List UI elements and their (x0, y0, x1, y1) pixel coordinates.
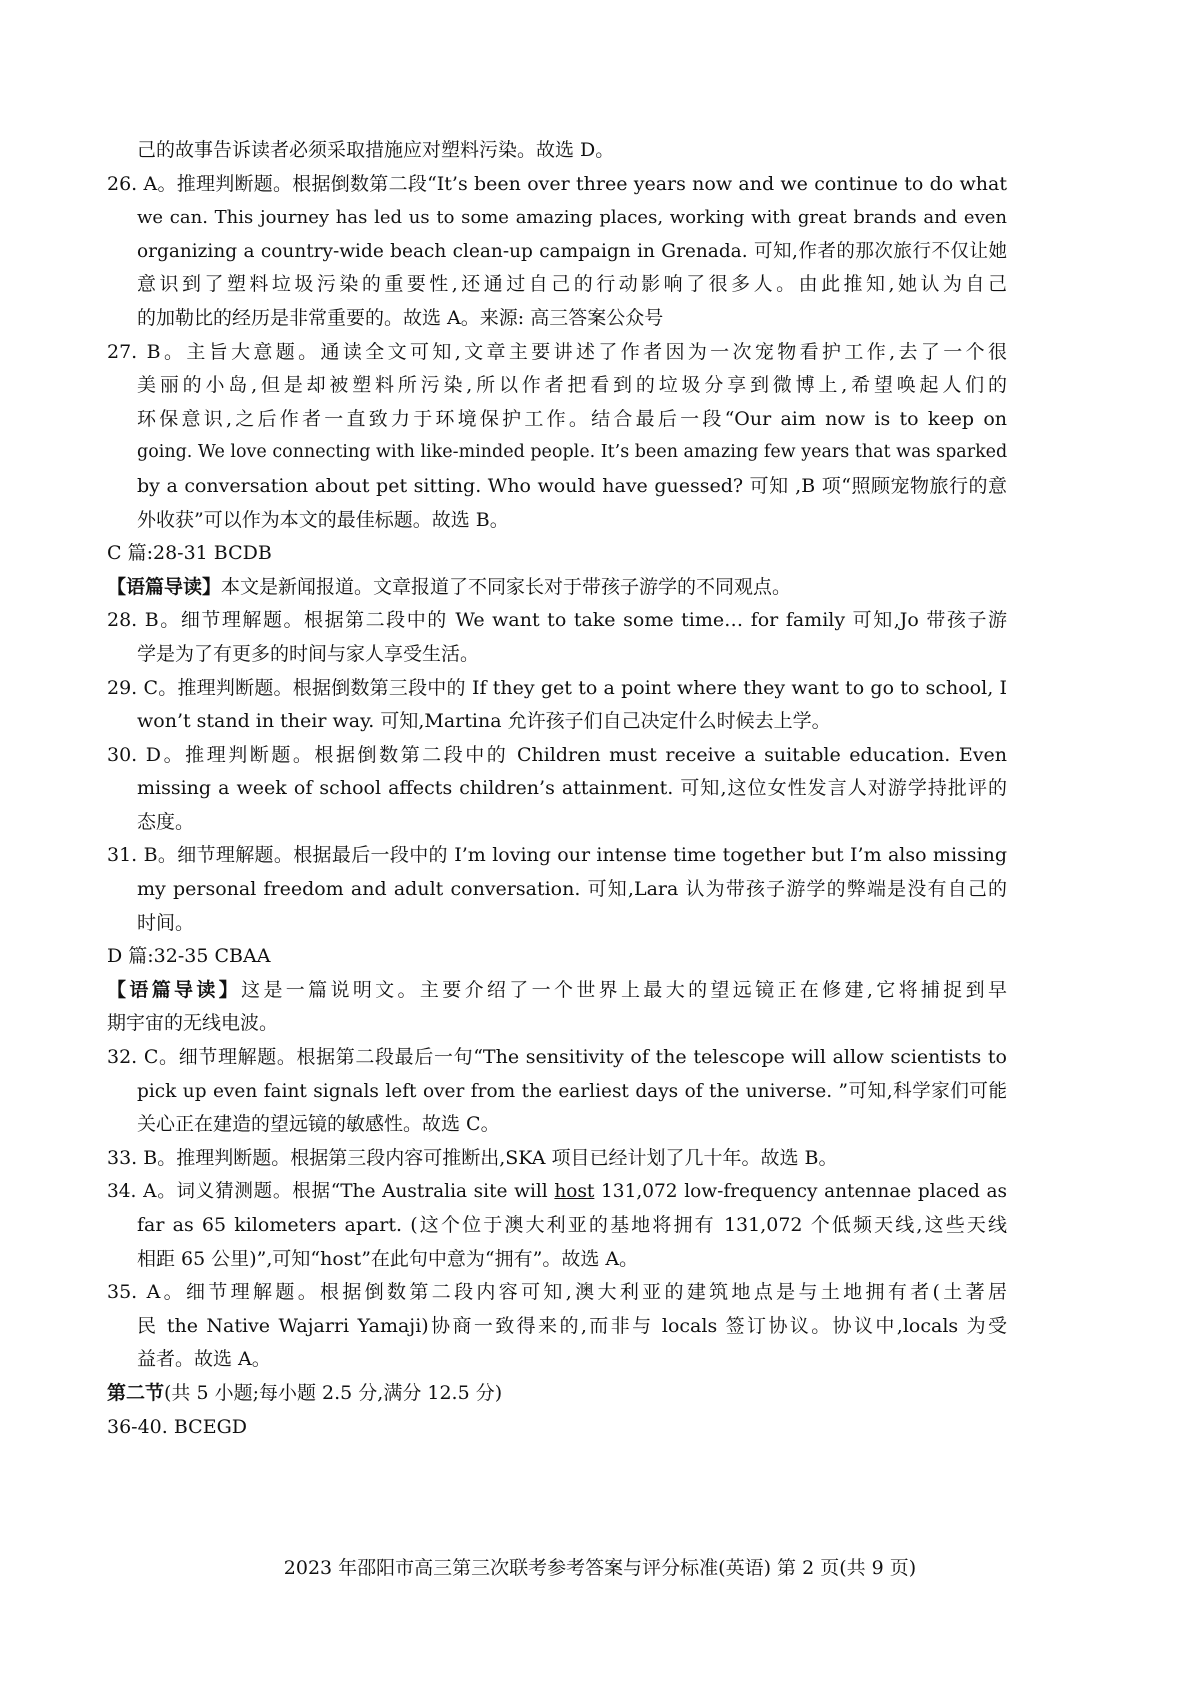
section-d-guide-cont: 期宇宙的无线电波。 (107, 1012, 279, 1035)
item-line (107, 1276, 1007, 1310)
guide-text: 本文是新闻报道。文章报道了不同家长对于带孩子游学的不同观点。 (221, 575, 792, 598)
item-line: 关心正在建造的望远镜的敏感性。故选 C。 (137, 1113, 500, 1136)
item-line: 美丽的小岛,但是却被塑料所污染,所以作者把看到的垃圾分享到微博上,希望唤起人们的 (137, 374, 1007, 397)
item-line: 学是为了有更多的时间与家人享受生活。 (137, 642, 480, 665)
section-two-heading (107, 1377, 1007, 1411)
item-number: 34. A。 (107, 1181, 177, 1203)
underlined-word: host (554, 1181, 595, 1203)
answer-item-31 (107, 839, 1007, 940)
item-line: we can. This journey has led us to some amazing places, working with great brands and even (137, 207, 1007, 229)
item-number: 32. C。 (107, 1046, 179, 1069)
item-line: 民 the Native Wajarri Yamaji)协商一致得来的,而非与 locals 签订协议。协议中,locals 为受 (137, 1314, 1007, 1337)
section-two-answers: 36-40. BCEGD (107, 1415, 247, 1438)
item-line: my personal freedom and adult conversation. 可知,Lara 认为带孩子游学的弊端是没有自己的 (137, 878, 1007, 901)
item-text: 推理判断题。根据倒数第二段中的 Children must receive a suitable education. Even (185, 743, 1007, 766)
item-line: pick up even faint signals left over from the earliest days of the universe. ”可知,科学家们可能 (137, 1080, 1007, 1102)
answer-item-28 (107, 604, 1007, 671)
item-number: 27. B。 (107, 340, 187, 363)
guide-tag: 【语篇导读】 (107, 575, 222, 598)
section-two-scoring: (共 5 小题;每小题 2.5 分,满分 12.5 分) (164, 1381, 503, 1404)
item-line: 时间。 (137, 911, 195, 934)
item-number: 30. D。 (107, 743, 186, 766)
item-number: 33. B。 (107, 1146, 177, 1169)
item-text: 131,072 low-frequency antennae placed as (594, 1181, 1007, 1203)
item-line (107, 1142, 1007, 1176)
item-number: 26. A。 (107, 172, 177, 195)
answer-item-34 (107, 1175, 1007, 1276)
item-line: 环保意识,之后作者一直致力于环境保护工作。结合最后一段“Our aim now is to keep on (137, 407, 1007, 430)
item-line (107, 604, 1007, 638)
item-line: missing a week of school affects children’s attainment. 可知,这位女性发言人对游学持批评的 (137, 777, 1007, 800)
section-c-guide (107, 571, 1007, 605)
section-d-heading: D 篇:32-35 CBAA (107, 945, 271, 968)
item-line: 相距 65 公里)”,可知“host”在此句中意为“拥有”。故选 A。 (137, 1247, 639, 1270)
item-text: 推理判断题。根据第三段内容可推断出,SKA 项目已经计划了几十年。故选 B。 (176, 1146, 838, 1169)
item-line: 益者。故选 A。 (137, 1348, 271, 1371)
item-line: by a conversation about pet sitting. Who would have guessed? 可知 ,B 项“照顾宠物旅行的意 (137, 474, 1007, 497)
item-text: 细节理解题。根据第二段最后一句“The sensitivity of the telescope will allow scientists to (178, 1046, 1007, 1069)
answer-item-35 (107, 1276, 1007, 1377)
item-line: 的加勒比的经历是非常重要的。故选 A。来源: 高三答案公众号 (137, 306, 664, 329)
item-line: 态度。 (137, 810, 195, 833)
item-line: far as 65 kilometers apart. (这个位于澳大利亚的基地将拥有 131,072 个低频天线,这些天线 (137, 1214, 1007, 1236)
item-text: 推理判断题。根据倒数第三段中的 If they get to a point where they want to go to school, I (177, 676, 1007, 699)
item-line: organizing a country-wide beach clean-up campaign in Grenada. 可知,作者的那次旅行不仅让她 (137, 240, 1007, 262)
item-text: 细节理解题。根据最后一段中的 I’m loving our intense time together but I’m also missing (177, 844, 1007, 867)
section-c-heading: C 篇:28-31 BCDB (107, 542, 272, 565)
item-text: 细节理解题。根据第二段中的 We want to take some time… for family 可知,Jo 带孩子游 (180, 609, 1007, 632)
guide-text: 这是一篇说明文。主要介绍了一个世界上最大的望远镜正在修建,它将捕捉到早 (241, 978, 1007, 1001)
answer-item-33 (107, 1142, 1007, 1176)
item-number: 29. C。 (107, 676, 178, 699)
item-line (107, 168, 1007, 202)
item-text: 词义猜测题。根据“The Australia site will (176, 1181, 555, 1203)
item-number: 35. A。 (107, 1281, 186, 1304)
guide-tag: 【语篇导读】 (107, 978, 242, 1001)
item-line (107, 839, 1007, 873)
item-line: 外收获”可以作为本文的最佳标题。故选 B。 (137, 508, 509, 531)
item-line (107, 1175, 1007, 1209)
section-d-guide (107, 974, 1007, 1008)
item-line: won’t stand in their way. 可知,Martina 允许孩子们自己决定什么时候去上学。 (137, 710, 831, 733)
continuation-line: 己的故事告诉读者必须采取措施应对塑料污染。故选 D。 (137, 139, 615, 161)
item-text: 细节理解题。根据倒数第二段内容可知,澳大利亚的建筑地点是与土地拥有者(土著居 (186, 1281, 1007, 1304)
item-line (107, 739, 1007, 773)
item-number: 28. B。 (107, 609, 181, 632)
section-two-title: 第二节 (107, 1381, 165, 1404)
answer-item-27 (107, 336, 1007, 538)
item-line: going. We love connecting with like-minded people. It’s been amazing few years that was sparked (137, 442, 1007, 463)
item-text: 主旨大意题。通读全文可知,文章主要讲述了作者因为一次宠物看护工作,去了一个很 (186, 340, 1007, 363)
item-number: 31. B。 (107, 844, 178, 867)
item-line (107, 336, 1007, 370)
answer-item-29 (107, 672, 1007, 739)
item-line (107, 1041, 1007, 1075)
item-line: 意识到了塑料垃圾污染的重要性,还通过自己的行动影响了很多人。由此推知,她认为自己 (137, 273, 1007, 296)
answer-page (107, 134, 1007, 1444)
answer-item-30 (107, 739, 1007, 840)
answer-item-26 (107, 168, 1007, 336)
answer-item-32 (107, 1041, 1007, 1142)
item-line (107, 672, 1007, 706)
page-footer: 2023 年邵阳市高三第三次联考参考答案与评分标准(英语) 第 2 页(共 9 页) (283, 1557, 917, 1579)
item-text: 推理判断题。根据倒数第二段“It’s been over three years now and we continue to do what (176, 172, 1007, 195)
